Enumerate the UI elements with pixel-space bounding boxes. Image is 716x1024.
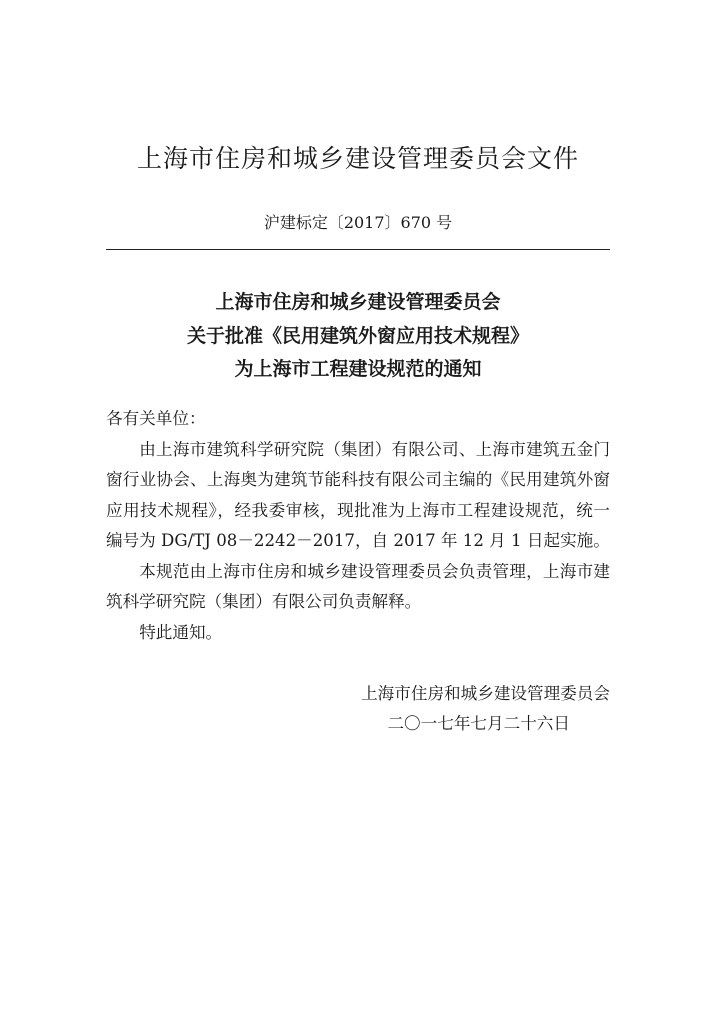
notice-body — [106, 404, 610, 648]
salutation: 各有关单位： — [106, 409, 206, 428]
document-number: 沪建标定〔2017〕670 号 — [263, 213, 453, 232]
body-paragraph-closing: 特此通知。 — [139, 622, 223, 642]
notice-title-line-1: 上海市住房和城乡建设管理委员会 — [215, 291, 501, 313]
body-paragraph-management: 本规范由上海市住房和城乡建设管理委员会负责管理，上海市建筑科学研究院（集团）有限公司负责解释。 — [106, 561, 610, 611]
body-paragraph-approval: 由上海市建筑科学研究院（集团）有限公司、上海市建筑五金门窗行业协会、上海奥为建筑节能科技有限公司主编的《民用建筑外窗应用技术规程》，经我委审核，现批准为上海市工程建设规范，统一编号为 DG/TJ 08－2242－2017，自 2017 年 12 月 1 日起实施。 — [106, 439, 610, 550]
signature-block — [300, 679, 610, 739]
notice-title-line-2: 关于批准《民用建筑外窗应用技术规程》 — [186, 325, 529, 347]
header-title: 上海市住房和城乡建设管理委员会文件 — [136, 144, 579, 173]
signature-date: 二〇一七年七月二十六日 — [387, 714, 570, 733]
signature-organization: 上海市住房和城乡建设管理委员会 — [361, 684, 610, 703]
header-divider — [106, 249, 610, 250]
notice-title-line-3: 为上海市工程建设规范的通知 — [234, 358, 482, 380]
